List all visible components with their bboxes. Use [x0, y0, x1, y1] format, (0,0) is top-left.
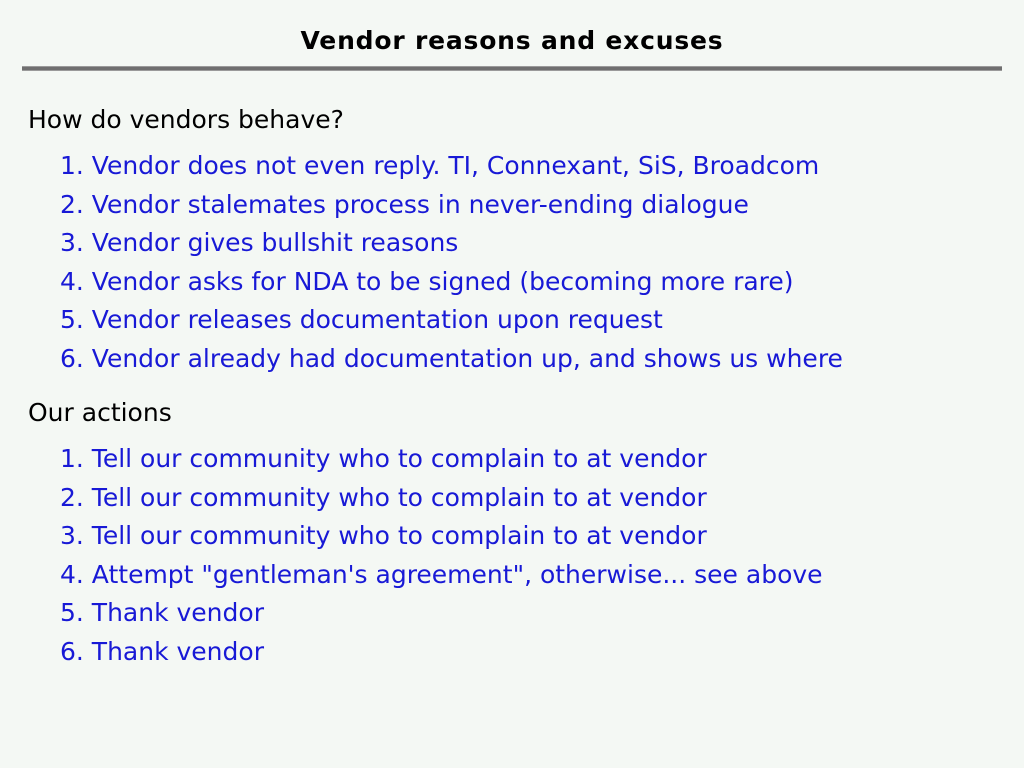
list-item: 2. Vendor stalemates process in never-ending dialogue — [60, 189, 749, 219]
list-item: 5. Thank vendor — [60, 598, 264, 627]
list-item: 4. Vendor asks for NDA to be signed (becoming more rare) — [60, 266, 794, 296]
list-item: 1. Vendor does not even reply. TI, Connexant, SiS, Broadcom — [60, 151, 820, 180]
our-actions-list — [28, 440, 996, 671]
list-item: 3. Vendor gives bullshit reasons — [60, 228, 459, 257]
list-item: 3. Tell our community who to complain to at vendor — [60, 521, 707, 550]
list-item: 2. Tell our community who to complain to at vendor — [60, 482, 707, 512]
section-heading-vendors: How do vendors behave? — [28, 105, 344, 134]
vendor-behavior-list — [28, 147, 996, 378]
list-item: 5. Vendor releases documentation upon request — [60, 305, 663, 334]
list-item: 4. Attempt "gentleman's agreement", otherwise... see above — [60, 559, 823, 589]
list-item: 6. Thank vendor — [60, 636, 264, 666]
section-heading-our-actions: Our actions — [28, 398, 172, 427]
page-title: Vendor reasons and excuses — [300, 26, 724, 55]
slide-body — [0, 71, 1024, 671]
list-item: 1. Tell our community who to complain to at vendor — [60, 444, 707, 473]
list-item: 6. Vendor already had documentation up, and shows us where — [60, 343, 843, 373]
